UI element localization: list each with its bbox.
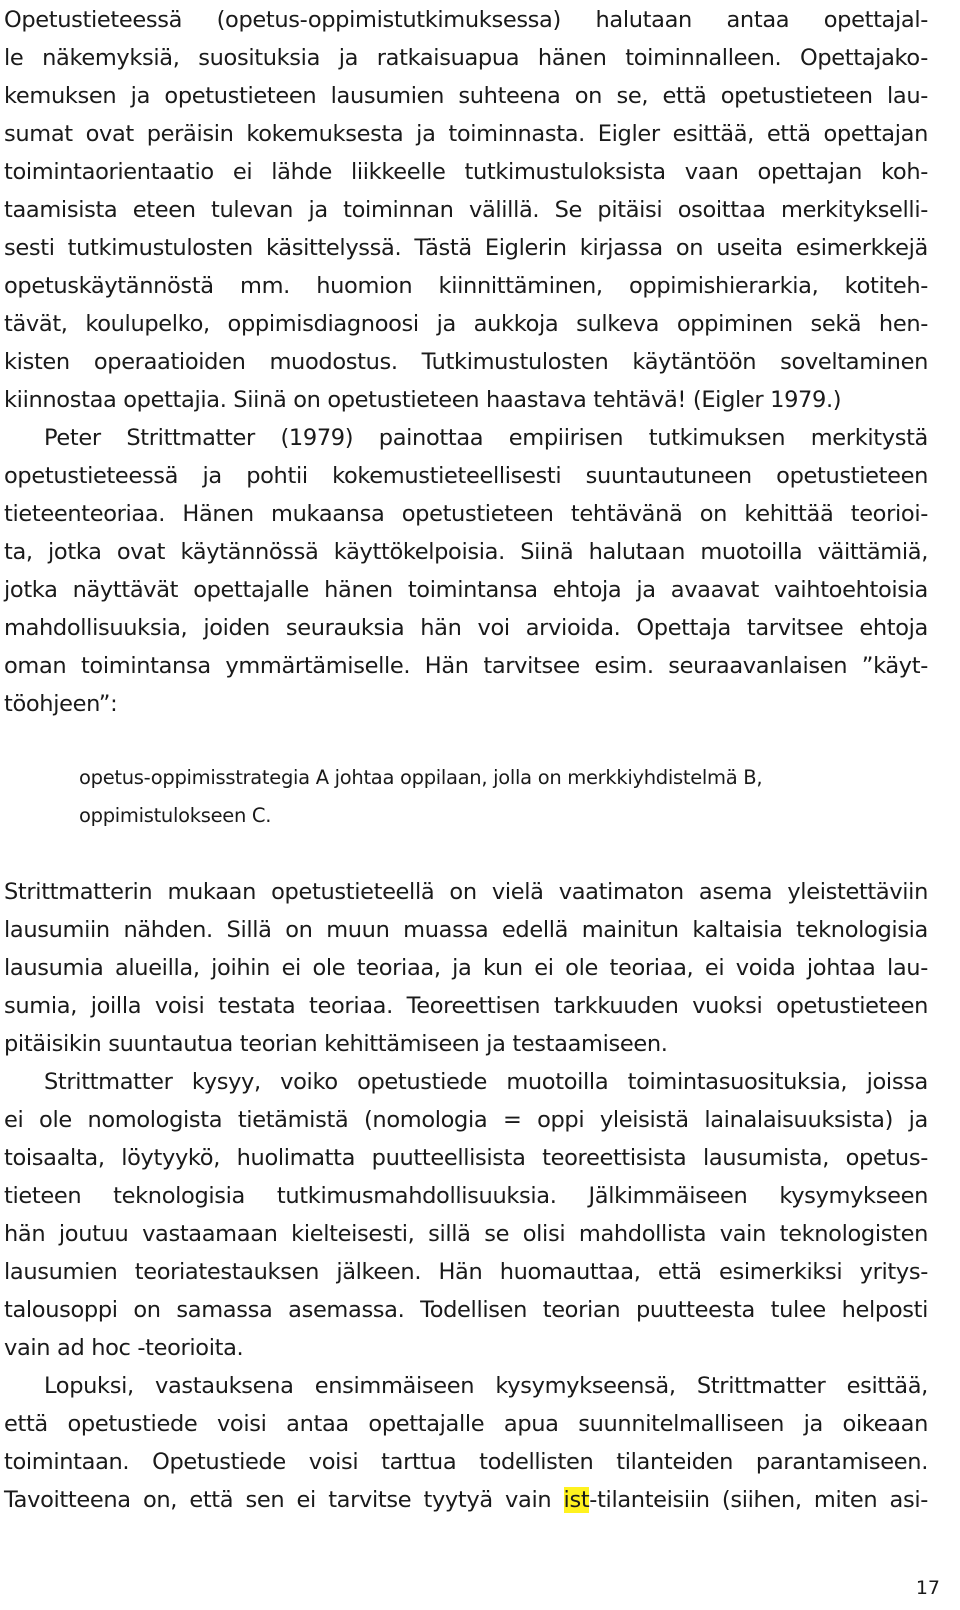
paragraph-line-with-highlight [4,1481,928,1519]
paragraph-line: taamisista eteen tulevan ja toiminnan välillä. Se pitäisi osoittaa merkitykselli- [4,197,928,223]
paragraph-line: kisten operaatioiden muodostus. Tutkimustulosten käytäntöön soveltaminen [4,349,928,375]
paragraph-line: hän joutuu vastaamaan kielteisesti, sillä se olisi mahdollista vain teknologisten [4,1221,928,1247]
paragraph-line: vain ad hoc -teorioita. [4,1335,244,1361]
paragraph-line: Strittmatter kysyy, voiko opetustiede muotoilla toimintasuosituksia, joissa [44,1069,928,1095]
paragraph-line: oman toimintansa ymmärtämiselle. Hän tarvitsee esim. seuraavanlaisen ”käyt- [4,653,928,679]
paragraph-line: toisaalta, löytyykö, huolimatta puutteellisista teoreettisista lausumista, opetus- [4,1145,928,1171]
paragraph-line: Lopuksi, vastauksena ensimmäiseen kysymykseensä, Strittmatter esittää, [44,1373,928,1399]
paragraph-line: Strittmatterin mukaan opetustieteellä on vielä vaatimaton asema yleistettäviin [4,879,928,905]
paragraph-line: toimintaan. Opetustiede voisi tarttua todellisten tilanteiden parantamiseen. [4,1449,928,1475]
paragraph-line: opetustieteessä ja pohtii kokemustieteellisesti suuntautuneen opetustieteen [4,463,928,489]
paragraph-line: lausumien teoriatestauksen jälkeen. Hän huomauttaa, että esimerkiksi yritys- [4,1259,928,1285]
paragraph-line: tävät, koulupelko, oppimisdiagnoosi ja aukkoja sulkeva oppiminen sekä hen- [4,311,928,337]
paragraph-line: kiinnostaa opettajia. Siinä on opetustieteen haastava tehtävä! (Eigler 1979.) [4,387,842,413]
paragraph-line: lausumia alueilla, joihin ei ole teoriaa, ja kun ei ole teoriaa, ei voida johtaa lau- [4,955,928,981]
search-highlight: ist [563,1487,590,1513]
block-quote-line: opetus-oppimisstrategia A johtaa oppilaan, jolla on merkkiyhdistelmä B, [79,766,763,789]
paragraph-line: sumia, joilla voisi testata teoriaa. Teoreettisen tarkkuuden vuoksi opetustieteen [4,993,928,1019]
paragraph-line: että opetustiede voisi antaa opettajalle apua suunnitelmalliseen ja oikeaan [4,1411,928,1437]
paragraph-line: Peter Strittmatter (1979) painottaa empiirisen tutkimuksen merkitystä [44,425,928,451]
paragraph-line: kemuksen ja opetustieteen lausumien suhteena on se, että opetustieteen lau- [4,83,928,109]
paragraph-line: mahdollisuuksia, joiden seurauksia hän voi arvioida. Opettaja tarvitsee ehtoja [4,615,928,641]
paragraph-line: lausumiin nähden. Sillä on muun muassa edellä mainitun kaltaisia teknologisia [4,917,928,943]
paragraph-line: töohjeen”: [4,691,118,717]
line-text-after: -tilanteisiin (siihen, miten asi- [589,1487,929,1513]
paragraph-line: sesti tutkimustulosten käsittelyssä. Tästä Eiglerin kirjassa on useita esimerkkejä [4,235,928,261]
paragraph-line: toimintaorientaatio ei lähde liikkeelle tutkimustuloksista vaan opettajan koh- [4,159,928,185]
paragraph-line: opetuskäytännöstä mm. huomion kiinnittäminen, oppimishierarkia, kotiteh- [4,273,928,299]
paragraph-line: jotka näyttävät opettajalle hänen toimintansa ehtoja ja avaavat vaihtoehtoisia [4,577,928,603]
paragraph-line: le näkemyksiä, suosituksia ja ratkaisuapua hänen toiminnalleen. Opettajako- [4,45,928,71]
paragraph-line: Opetustieteessä (opetus-oppimistutkimuksessa) halutaan antaa opettajal- [4,7,928,33]
paragraph-line: sumat ovat peräisin kokemuksesta ja toiminnasta. Eigler esittää, että opettajan [4,121,928,147]
paragraph-line: ei ole nomologista tietämistä (nomologia = oppi yleisistä lainalaisuuksista) ja [4,1107,928,1133]
paragraph-line: talousoppi on samassa asemassa. Todellisen teorian puutteesta tulee helposti [4,1297,928,1323]
paragraph-line: tieteenteoriaa. Hänen mukaansa opetustieteen tehtävänä on kehittää teorioi- [4,501,928,527]
paragraph-line: pitäisikin suuntautua teorian kehittämiseen ja testaamiseen. [4,1031,668,1057]
block-quote-line: oppimistulokseen C. [79,804,272,827]
paragraph-line: tieteen teknologisia tutkimusmahdollisuuksia. Jälkimmäiseen kysymykseen [4,1183,928,1209]
page-number: 17 [915,1577,940,1599]
paragraph-line: ta, jotka ovat käytännössä käyttökelpoisia. Siinä halutaan muotoilla väittämiä, [4,539,928,565]
line-text-before: Tavoitteena on, että sen ei tarvitse tyytyä vain [4,1487,564,1513]
